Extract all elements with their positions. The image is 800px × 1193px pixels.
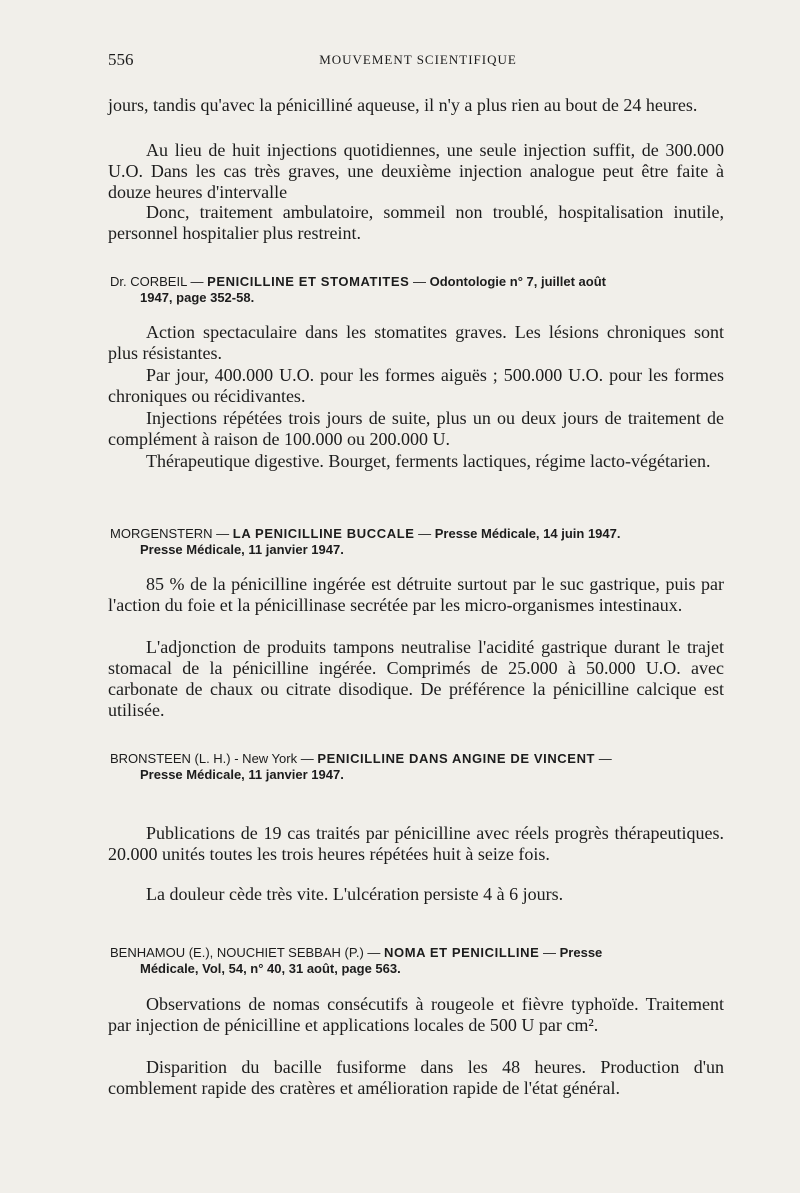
ref-continuation-journal: Presse Médicale, xyxy=(140,542,245,557)
ref-title: PENICILLINE ET STOMATITES xyxy=(207,274,410,289)
paragraph: Thérapeutique digestive. Bourget, ferments lactiques, régime lacto-végétarien. xyxy=(146,451,711,471)
paragraph: Au lieu de huit injections quotidiennes, une seule injection suffit, de 300.000 U.O. Dans les cas très graves, une deuxième injection analogue peut être faite à douze heures d'intervalle xyxy=(108,140,724,202)
paragraph: Observations de nomas consécutifs à rougeole et fièvre typhoïde. Traitement par injection de pénicilline et applications locales de 500 U par cm². xyxy=(108,994,724,1035)
ref-separator: — xyxy=(363,945,385,960)
ref-continuation-journal: Médicale, xyxy=(140,961,199,976)
page-number: 556 xyxy=(108,50,134,69)
paragraph: jours, tandis qu'avec la pénicilliné aqueuse, il n'y a plus rien au bout de 24 heures. xyxy=(108,95,698,115)
ref-separator: — xyxy=(212,526,233,541)
ref-author: BRONSTEEN (L. H.) xyxy=(110,751,231,766)
ref-author: BENHAMOU (E.), NOUCHIET SEBBAH (P.) xyxy=(110,945,364,960)
ref-journal: Odontologie xyxy=(429,274,507,289)
ref-author: MORGENSTERN xyxy=(110,526,213,541)
paragraph: Disparition du bacille fusiforme dans les 48 heures. Production d'un comblement rapide des cratères et amélioration rapide de l'état général. xyxy=(108,1057,724,1098)
ref-continuation: Vol, 54, n° 40, 31 août, page 563. xyxy=(198,961,401,976)
ref-separator: — xyxy=(539,945,560,960)
article-reference xyxy=(110,274,726,306)
article-reference xyxy=(110,751,726,783)
ref-continuation-journal: Presse Médicale, xyxy=(140,767,245,782)
ref-separator: — xyxy=(409,274,430,289)
paragraph: Injections répétées trois jours de suite, plus un ou deux jours de traitement de complément à raison de 100.000 ou 200.000 U. xyxy=(108,408,724,449)
article-reference xyxy=(110,945,726,977)
running-title: MOUVEMENT SCIENTIFIQUE xyxy=(319,52,517,67)
paragraph: Donc, traitement ambulatoire, sommeil non troublé, hospitalisation inutile, personnel hospitalier plus restreint. xyxy=(108,202,724,243)
ref-separator: — xyxy=(414,526,435,541)
ref-details: 14 juin 1947. xyxy=(539,526,621,541)
paragraph: 85 % de la pénicilline ingérée est détruite surtout par le suc gastrique, puis par l'action du foie et la pénicillinase secrétée par les micro-organismes intestinaux. xyxy=(108,574,724,615)
paragraph: La douleur cède très vite. L'ulcération persiste 4 à 6 jours. xyxy=(146,884,564,904)
ref-separator: - New York — xyxy=(230,751,318,766)
ref-journal: Presse Médicale, xyxy=(434,526,540,541)
ref-separator: — xyxy=(186,274,208,289)
ref-continuation: 11 janvier 1947. xyxy=(244,542,344,557)
ref-title: LA PENICILLINE BUCCALE xyxy=(232,526,415,541)
ref-author: Dr. CORBEIL xyxy=(110,274,187,289)
ref-journal: Presse xyxy=(559,945,603,960)
article-reference xyxy=(110,526,726,558)
paragraph: Par jour, 400.000 U.O. pour les formes aiguës ; 500.000 U.O. pour les formes chroniques ou récidivantes. xyxy=(108,365,724,406)
paragraph: Action spectaculaire dans les stomatites graves. Les lésions chroniques sont plus résistantes. xyxy=(108,322,724,363)
paragraph: L'adjonction de produits tampons neutralise l'acidité gastrique durant le trajet stomacal de la pénicilline ingérée. Comprimés de 25.000 à 50.000 U.O. avec carbonate de chaux ou citrate disodique. De préférence la pénicilline calcique est utilisée. xyxy=(108,637,724,720)
page-header xyxy=(108,50,728,74)
paragraph: Publications de 19 cas traités par pénicilline avec réels progrès thérapeutiques. 20.000 unités toutes les trois heures répétées huit à seize fois. xyxy=(108,823,724,864)
ref-continuation: 1947, page 352-58. xyxy=(140,290,255,305)
ref-separator: — xyxy=(595,751,612,766)
ref-title: NOMA ET PENICILLINE xyxy=(384,945,540,960)
ref-title: PENICILLINE DANS ANGINE DE VINCENT xyxy=(317,751,596,766)
ref-continuation: 11 janvier 1947. xyxy=(244,767,344,782)
ref-details: n° 7, juillet août xyxy=(506,274,606,289)
